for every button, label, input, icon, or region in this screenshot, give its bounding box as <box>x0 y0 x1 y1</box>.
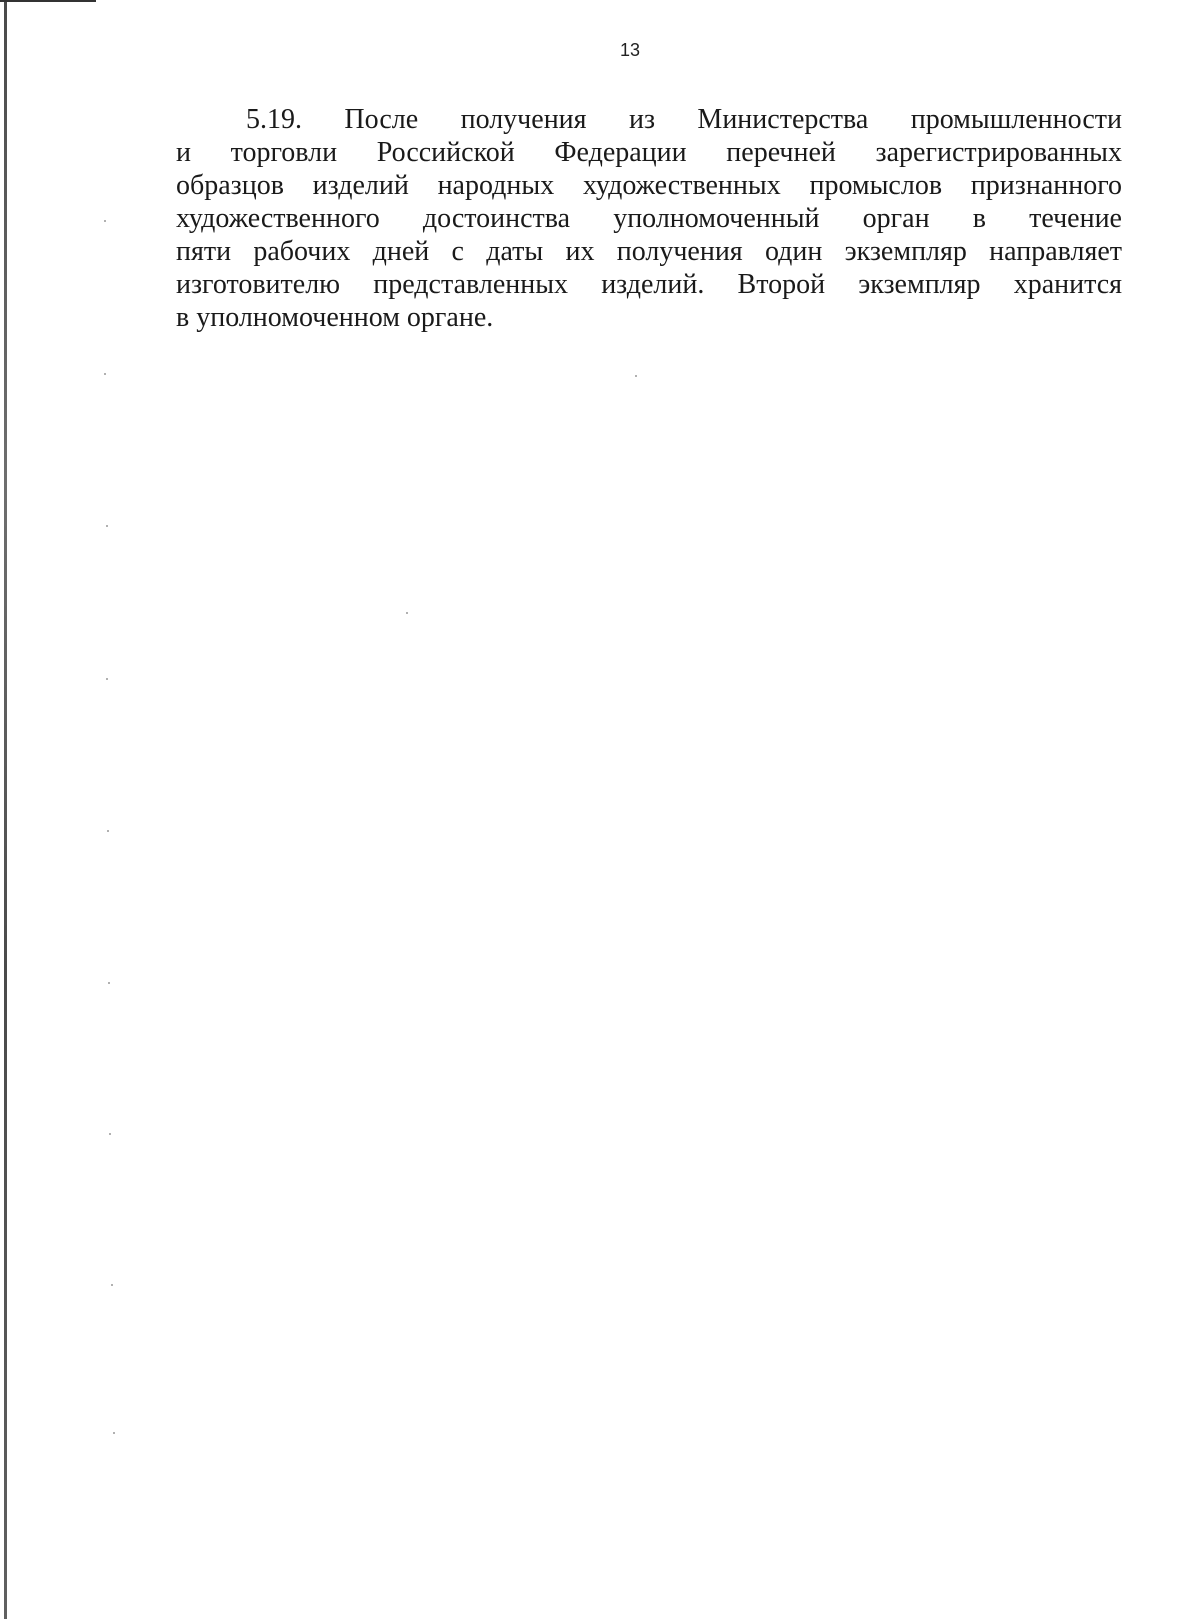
scan-speck <box>406 612 408 614</box>
paragraph-line: и торговли Российской Федерации перечней зарегистрированных <box>176 137 1122 168</box>
paragraph-line: образцов изделий народных художественных промыслов признанного <box>176 170 1122 201</box>
scan-binding-edge <box>4 0 7 1619</box>
scan-speck <box>635 375 637 377</box>
paragraph-line: в уполномоченном органе. <box>176 302 494 333</box>
paragraph-line: 5.19. После получения из Министерства промышленности <box>246 104 1122 135</box>
paragraph-5-19 <box>176 103 1122 334</box>
scan-speck <box>106 525 108 527</box>
paragraph-line: изготовителю представленных изделий. Второй экземпляр хранится <box>176 269 1122 300</box>
scan-speck <box>111 1284 113 1286</box>
scan-speck <box>104 220 106 222</box>
page-number: 13 <box>619 40 641 60</box>
paragraph-line: пяти рабочих дней с даты их получения один экземпляр направляет <box>176 236 1122 267</box>
scan-speck <box>104 373 106 375</box>
scan-speck <box>106 678 108 680</box>
paragraph-line: художественного достоинства уполномоченный орган в течение <box>176 203 1122 234</box>
scan-speck <box>107 830 109 832</box>
scan-speck <box>113 1432 115 1434</box>
scan-top-edge <box>0 0 96 2</box>
scan-speck <box>109 1133 111 1135</box>
scan-speck <box>108 982 110 984</box>
